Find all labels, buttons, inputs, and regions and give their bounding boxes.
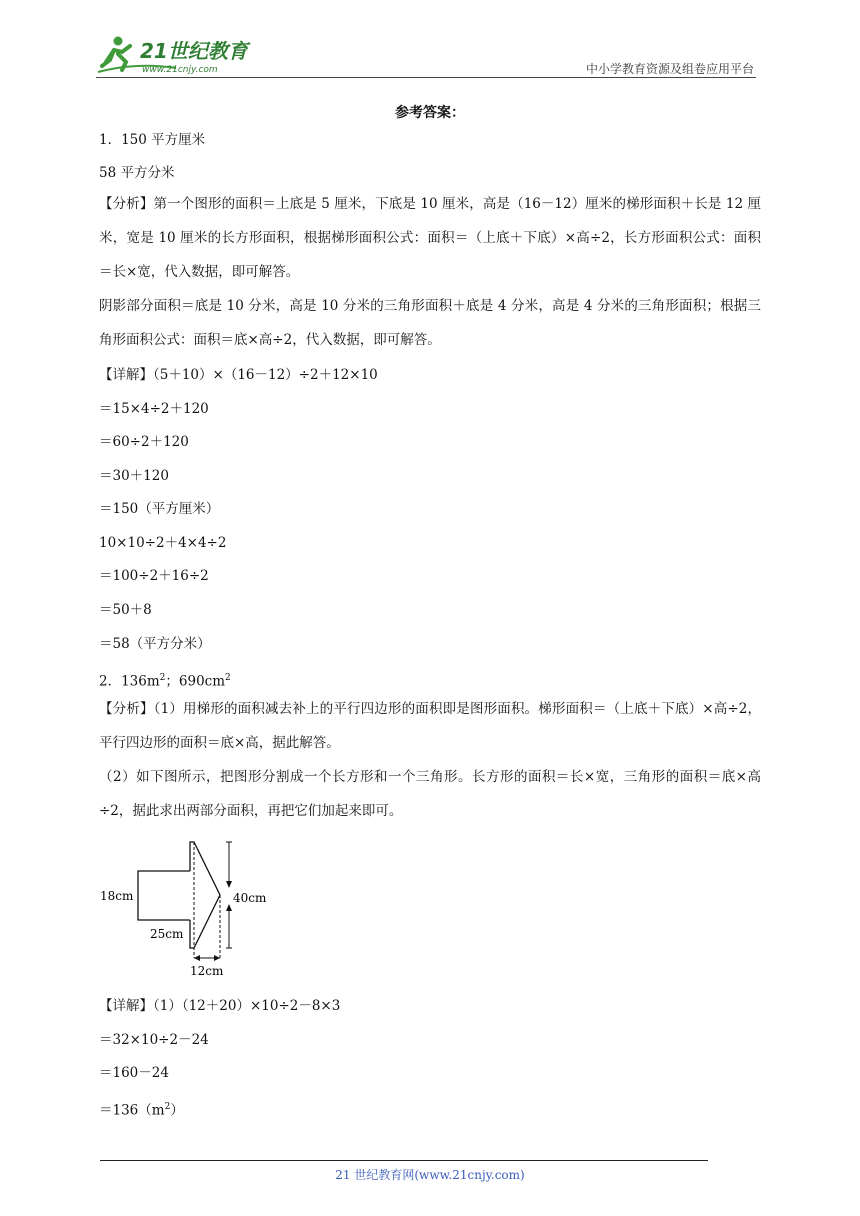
q1-step: ＝30＋120 <box>99 468 169 484</box>
q2-answer-sup1: 2 <box>159 673 166 683</box>
page-title: 参考答案： <box>395 105 465 121</box>
q1-step: ＝50＋8 <box>99 602 152 618</box>
q2-step: 【详解】（1）（12＋20）×10÷2－8×3 <box>99 998 341 1014</box>
q2-last-step-part1: ＝136（m <box>99 1102 165 1119</box>
q1-analysis-p1: 【分析】第一个图形的面积＝上底是 5 厘米，下底是 10 厘米，高是（16－12）厘米的梯形面积＋长是 12 厘米，宽是 10 厘米的长方形面积，根据梯形面积公式：面积＝（上底＋下底）×高÷2，长方形面积公式：面积＝长×宽，代入数据，即可解答。 <box>99 196 761 280</box>
label-12cm: 12cm <box>190 964 224 978</box>
platform-name: 中小学教育资源及组卷应用平台 <box>585 62 754 76</box>
q1-answer-b: 58 平方分米 <box>99 165 175 181</box>
page-footer: 21 世纪教育网(www.21cnjy.com) <box>335 1168 525 1182</box>
q2-answer-sup2: 2 <box>225 673 231 683</box>
q1-analysis-p2: 阴影部分面积＝底是 10 分米，高是 10 分米的三角形面积＋底是 4 分米，高是 4 分米的三角形面积；根据三角形面积公式：面积＝底×高÷2，代入数据，即可解答。 <box>99 298 761 348</box>
q2-last-step-part2: ） <box>170 1102 184 1119</box>
q1-step: 【详解】（5＋10）×（16－12）÷2＋12×10 <box>99 367 378 383</box>
q2-analysis-p2: （2）如下图所示，把图形分割成一个长方形和一个三角形。长方形的面积＝长×宽，三角形的面积＝底×高÷2，据此求出两部分面积，再把它们加起来即可。 <box>99 769 761 819</box>
q1-step: ＝150（平方厘米） <box>99 501 220 517</box>
header-divider <box>96 77 756 78</box>
q1-step: ＝60÷2＋120 <box>99 434 189 450</box>
q2-step: ＝160－24 <box>99 1065 169 1081</box>
q1-step: ＝15×4÷2＋120 <box>99 401 209 417</box>
q2-step: ＝32×10÷2－24 <box>99 1032 209 1048</box>
q2-answer-part2: ；690cm <box>165 673 226 690</box>
q2-analysis-p1: 【分析】（1）用梯形的面积减去补上的平行四边形的面积即是图形面积。梯形面积＝（上底＋下底）×高÷2，平行四边形的面积＝底×高，据此解答。 <box>99 701 761 751</box>
label-25cm: 25cm <box>150 927 184 941</box>
footer-divider <box>100 1160 708 1161</box>
q1-step: ＝58（平方分米） <box>99 636 211 652</box>
logo <box>96 32 256 76</box>
logo-text: 21世纪教育 <box>140 39 248 63</box>
label-40cm: 40cm <box>233 891 267 905</box>
q1-step: ＝100÷2＋16÷2 <box>99 568 209 584</box>
geometry-figure <box>100 838 270 978</box>
q1-step: 10×10÷2＋4×4÷2 <box>99 535 227 551</box>
q2-answer-part1: 2．136m <box>99 673 160 690</box>
q2-answer <box>99 668 231 692</box>
label-18cm: 18cm <box>100 889 134 903</box>
page-header <box>96 30 756 78</box>
q2-last-step <box>99 1097 184 1121</box>
q1-answer-a: 1．150 平方厘米 <box>99 132 206 148</box>
q2-last-step-sup: 2 <box>164 1102 171 1112</box>
logo-url: www.21cnjy.com <box>142 65 218 75</box>
